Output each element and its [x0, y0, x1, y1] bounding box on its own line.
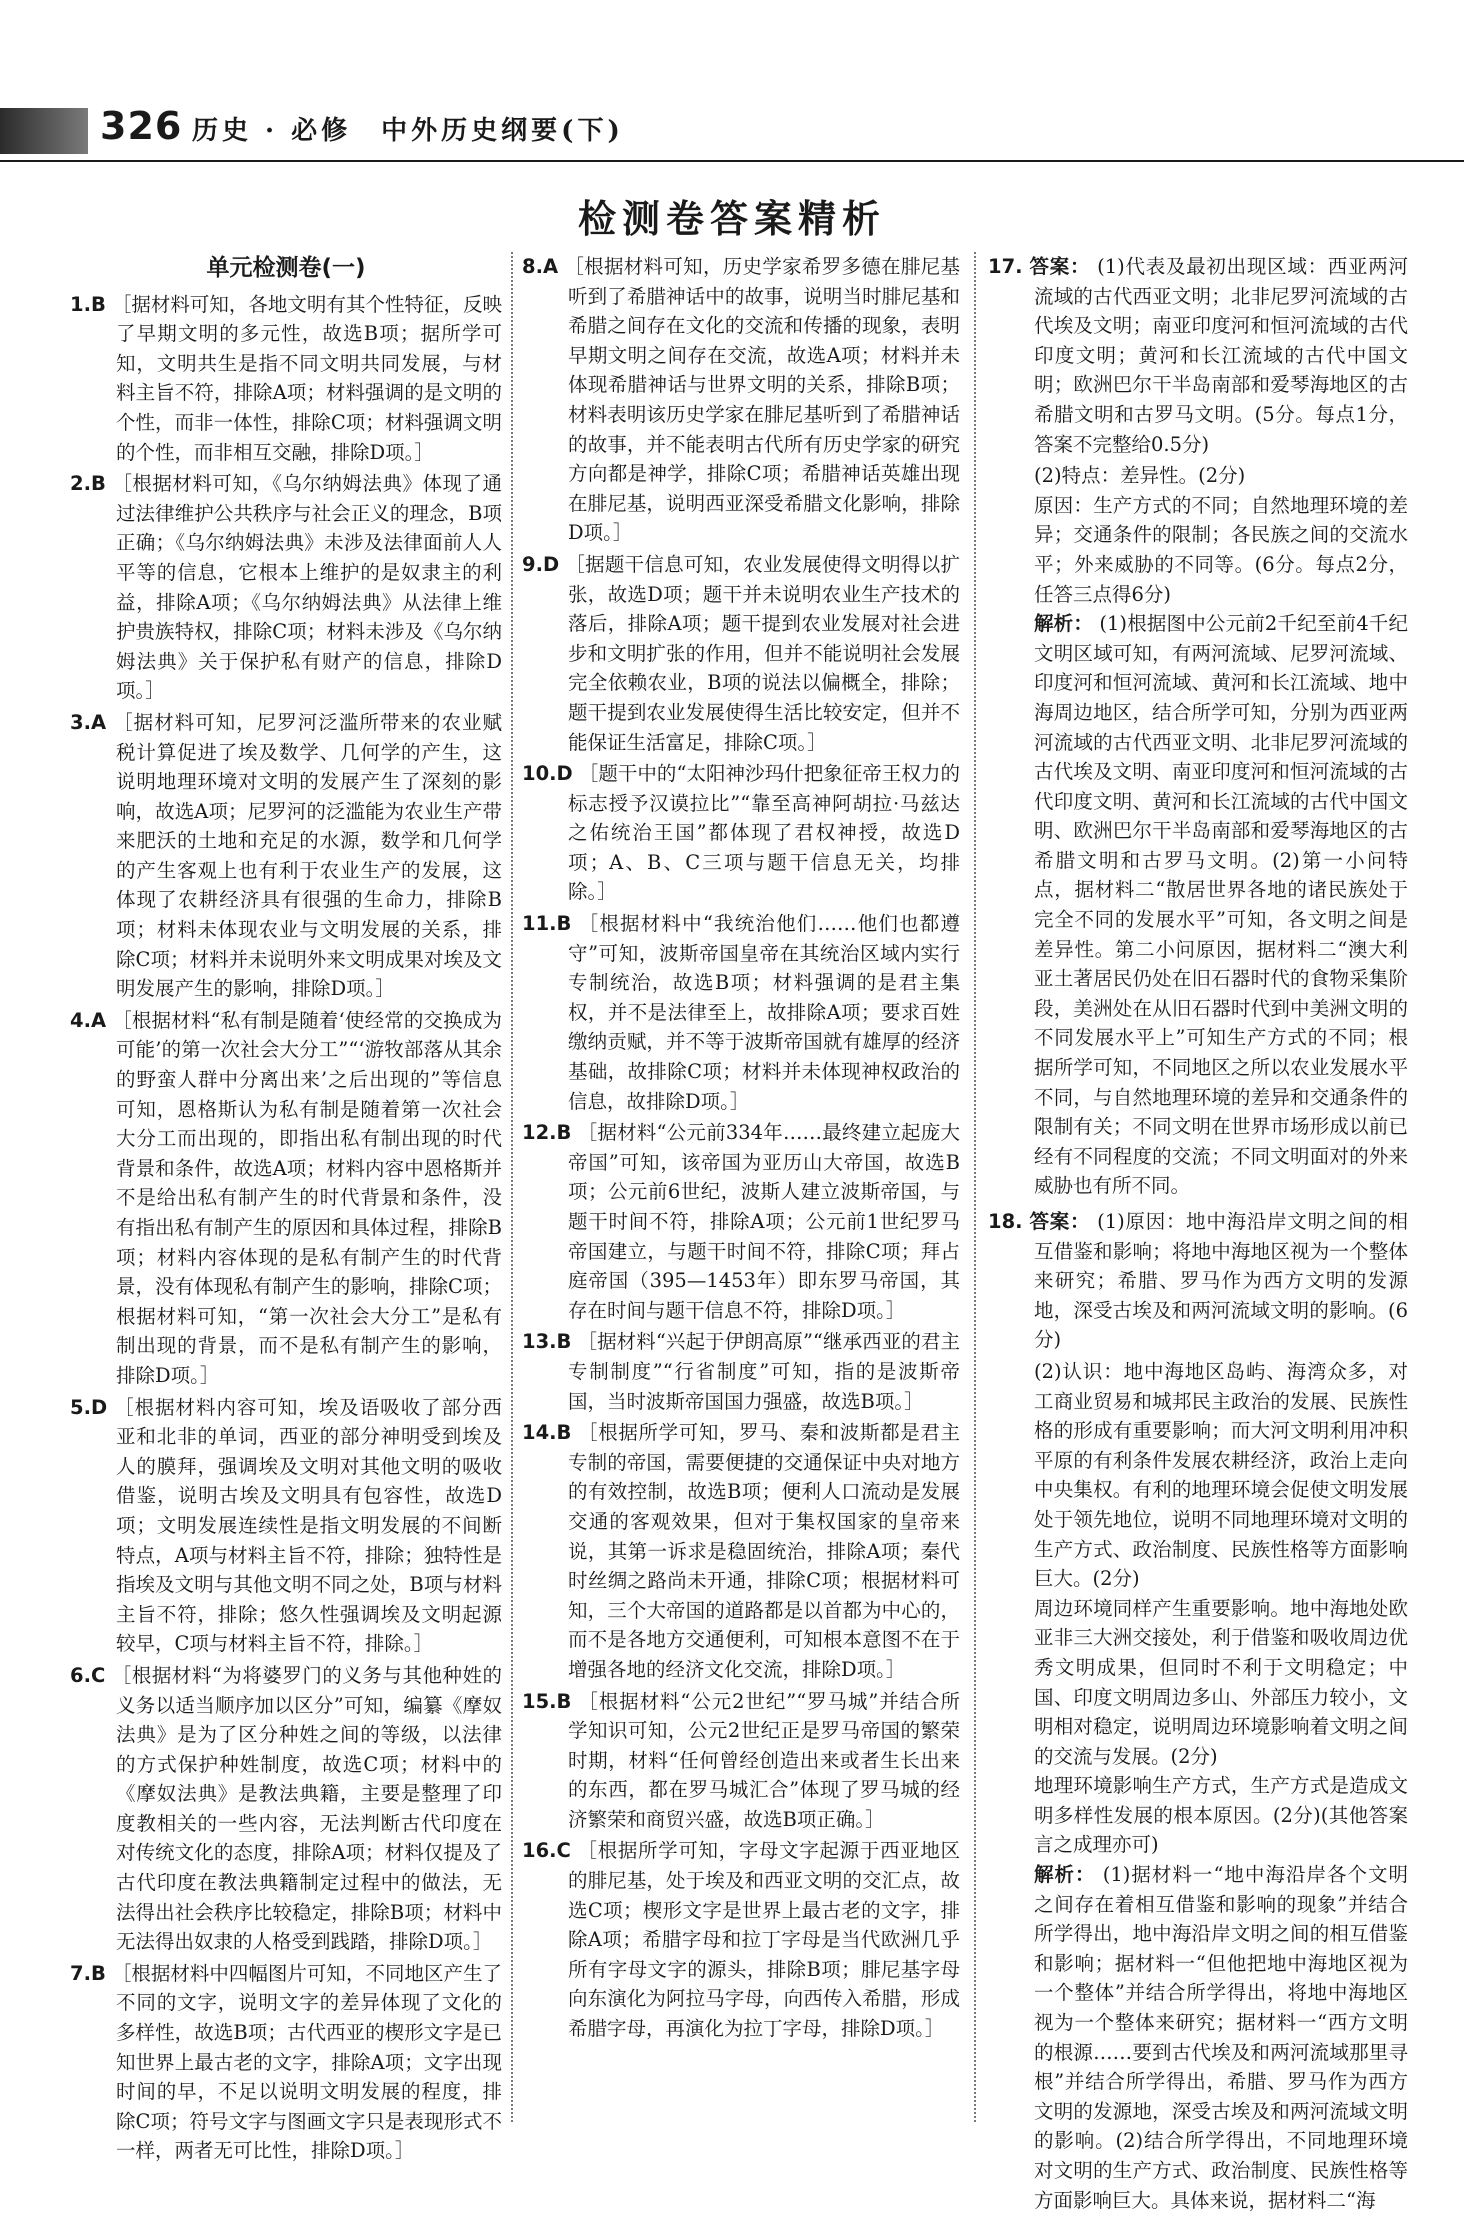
- question-item: [522, 1836, 960, 2043]
- explanation-text: ［据材料可知，各地文明有其个性特征，反映了早期文明的多元性，故选B项；据所学可知，文明共生是指不同文明共同发展，与材料主旨不符，排除A项；材料强调的是文明的个性，而非一体性，排除C项；材料强调文明的个性，而非相互交融，排除D项。］: [111, 292, 502, 464]
- question-item: [70, 290, 502, 468]
- explanation-text: ［据题干信息可知，农业发展使得文明得以扩张，故选D项；题干并未说明农业生产技术的落后，排除A项；题干提到农业发展对社会进步和文明扩张的作用，但并不能说明社会发展完全依赖农业，B项的说法以偏概全，排除；题干提到农业发展使得生活比较安定，但并不能保证生活富足，排除C项。］: [565, 552, 960, 754]
- answer-letter: B: [90, 472, 106, 496]
- explanation-text: ［根据材料“公元2世纪”“罗马城”并结合所学知识可知，公元2世纪正是罗马帝国的繁荣时期，材料“任何曾经创造出来或者生长出来的东西，都在罗马城汇合”体现了罗马城的经济繁荣和商贸兴盛，故选B项正确。］: [568, 1689, 960, 1831]
- answer-text: (1)原因：地中海沿岸文明之间的相互借鉴和影响；将地中海地区视为一个整体来研究；希腊、罗马作为西方文明的发源地，深受古埃及和两河流域文明的影响。(6分): [1034, 1210, 1408, 1352]
- explanation-text: ［根据材料“私有制是随着‘使经常的交换成为可能’的第一次社会大分工”“‘游牧部落从其余的野蛮人群中分离出来’之后出现的”等信息可知，恩格斯认为私有制是随着第一次社会大分工而出现的，即指出私有制出现的时代背景和条件，故选A项；材料内容中恩格斯并不是给出私有制产生的时代背景和条件，没有指出私有制产生的原因和具体过程，排除B项；材料内容体现的是私有制产生的时代背景，没有体现私有制产生的影响，排除C项；根据材料可知，“第一次社会大分工”是私有制出现的背景，而不是私有制产生的影响，排除D项。］: [112, 1008, 502, 1387]
- question-item: [522, 759, 960, 907]
- question-item: [522, 909, 960, 1116]
- book-subtitle: 历史 · 必修 中外历史纲要(下): [192, 116, 624, 146]
- question-number: 17.: [988, 255, 1023, 278]
- column-left: [70, 252, 502, 2163]
- question-number: 4.: [70, 1008, 91, 1032]
- question-item: [70, 708, 502, 1004]
- question-18: [988, 1207, 1408, 1355]
- explanation-text: ［据材料“兴起于伊朗高原”“继承西亚的君主专制制度”“行省制度”可知，指的是波斯帝国，当时波斯帝国国力强盛，故选B项。］: [568, 1330, 960, 1413]
- answer-letter: B: [556, 912, 572, 936]
- question-item: [70, 1006, 502, 1391]
- answer-text: (1)代表及最初出现区域：西亚两河流域的古代西亚文明；北非尼罗河流域的古代埃及文明；南亚印度河和恒河流域的古代印度文明；黄河和长江流域的古代中国文明；欧洲巴尔干半岛南部和爱琴海地区的古希腊文明和古罗马文明。(5分。每点1分，答案不完整给0.5分): [1034, 255, 1408, 456]
- question-number: 3.: [70, 710, 91, 734]
- question-number: 13.: [522, 1330, 557, 1354]
- header-rule: [0, 160, 1464, 162]
- answer-letter: B: [90, 292, 106, 316]
- column-divider: [974, 252, 976, 2122]
- question-number: 2.: [70, 472, 91, 496]
- question-number: 7.: [70, 1961, 91, 1985]
- explanation-text: ［根据材料可知，《乌尔纳姆法典》体现了通过法律维护公共秩序与社会正义的理念，B项正确；《乌尔纳姆法典》未涉及法律面前人人平等的信息，它根本上维护的是奴隶主的利益，排除A项；《乌尔纳姆法典》从法律上维护贵族特权，排除C项；材料未涉及《乌尔纳姆法典》关于保护私有财产的信息，排除D项。］: [111, 472, 502, 703]
- question-number: 18.: [988, 1210, 1023, 1233]
- answer-letter: A: [90, 710, 107, 734]
- column-right: [988, 252, 1409, 2212]
- answer-letter: B: [556, 1330, 572, 1354]
- page-number: 326: [100, 104, 183, 148]
- question-item: [522, 1418, 960, 1684]
- question-item: [522, 550, 960, 757]
- question-number: 9.: [522, 552, 543, 576]
- question-item: [522, 252, 960, 548]
- question-number: 1.: [70, 292, 91, 316]
- column-divider: [511, 252, 513, 2122]
- answer-text: 原因：生产方式的不同；自然地理环境的差异；交通条件的限制；各民族之间的交流水平；外来威胁的不同等。(6分。每点2分，任答三点得6分): [1034, 493, 1408, 606]
- explanation-text: ［根据材料中“我统治他们……他们也都遵守”可知，波斯帝国皇帝在其统治区域内实行专制统治，故选B项；材料强调的是君主集权，并不是法律至上，故排除A项；要求百姓缴纳贡赋，并不等于波斯帝国就有雄厚的经济基础，故排除C项；材料并未体现神权政治的信息，故排除D项。］: [568, 912, 960, 1113]
- question-item: [70, 469, 502, 706]
- question-item: [522, 1687, 960, 1835]
- explanation-text: ［根据材料可知，历史学家希罗多德在腓尼基听到了希腊神话中的故事，说明当时腓尼基和希腊之间存在文化的交流和传播的现象，表明早期文明之间存在交流，故选A项；材料并未体现希腊神话与世界文明的关系，排除B项；材料表明该历史学家在腓尼基听到了希腊神话的故事，并不能表明古代所有历史学家的研究方向都是神学，排除C项；希腊神话英雄出现在腓尼基，说明西亚深受希腊文化影响，排除D项。］: [564, 255, 960, 545]
- analysis-label: 解析：: [1034, 612, 1094, 636]
- explanation-text: ［根据材料“为将婆罗门的义务与其他种姓的义务以适当顺序加以区分”可知，编纂《摩奴法典》是为了区分种姓之间的等级，以法律的方式保护种姓制度，故选C项；材料中的《摩奴法典》是教法典籍，主要是整理了印度教相关的一些内容，无法判断古代印度在对传统文化的态度，排除A项；材料仅提及了古代印度在教法典籍制定过程中的做法，无法得出社会秩序比较稳定，排除B项；材料中无法得出奴隶的人格受到践踏，排除D项。］: [111, 1663, 502, 1954]
- answer-text: 周边环境同样产生重要影响。地中海地处欧亚非三大洲交接处，利于借鉴和吸收周边优秀文明成果，但同时不利于文明稳定；中国、印度文明周边多山、外部压力较小，文明相对稳定，说明周边环境影响着文明之间的交流与发展。(2分): [1034, 1596, 1408, 1768]
- question-number: 15.: [522, 1689, 557, 1713]
- question-number: 10.: [522, 762, 557, 786]
- column-middle: [522, 252, 960, 2132]
- answer-text: (2)特点：差异性。(2分): [1034, 464, 1246, 488]
- question-item: [70, 1959, 502, 2166]
- answer-letter: B: [556, 1421, 572, 1445]
- question-item: [70, 1661, 502, 1957]
- question-number: 8.: [522, 255, 543, 278]
- answer-letter: A: [542, 255, 559, 278]
- answer-label: 答案：: [1029, 1210, 1091, 1233]
- question-number: 12.: [522, 1121, 557, 1145]
- explanation-text: ［据材料“公元前334年……最终建立起庞大帝国”可知，该帝国为亚历山大帝国，故选B项；公元前6世纪，波斯人建立波斯帝国，与题干时间不符，排除A项；公元前1世纪罗马帝国建立，与题干时间不符，排除C项；拜占庭帝国（395—1453年）即东罗马帝国，其存在时间与题干信息不符，排除D项。］: [568, 1121, 960, 1322]
- question-number: 5.: [70, 1395, 91, 1419]
- header-bar: [0, 108, 88, 154]
- answer-letter: A: [90, 1008, 107, 1032]
- explanation-text: ［根据材料内容可知，埃及语吸收了部分西亚和北非的单词，西亚的部分神明受到埃及人的膜拜，强调埃及文明对其他文明的吸收借鉴，说明古埃及文明具有包容性，故选D项；文明发展连续性是指文明发展的不间断特点，A项与材料主旨不符，排除；独特性是指埃及文明与其他文明不同之处，B项与材料主旨不符，排除；悠久性强调埃及文明起源较早，C项与材料主旨不符，排除。］: [113, 1395, 502, 1656]
- analysis-block: [1034, 609, 1408, 1201]
- question-number: 16.: [522, 1839, 557, 1863]
- answer-letter: C: [556, 1839, 571, 1863]
- question-item: [70, 1393, 502, 1659]
- page-title: 检测卷答案精析: [577, 197, 886, 241]
- analysis-text: (1)据材料一“地中海沿岸各个文明之间存在着相互借鉴和影响的现象”并结合所学得出，地中海沿岸文明之间的相互借鉴和影响；据材料一“但他把地中海地区视为一个整体”并结合所学得出，将地中海地区视为一个整体来研究；据材料一“西方文明的根源……要到古代埃及和两河流域那里寻根”并结合所学得出，希腊、罗马作为西方文明的发源地，深受古埃及和两河流域文明的影响。(2)结合所学得出，不同地理环境对文明的生产方式、政治制度、民族性格等方面影响巨大。具体来说，据材料二“海: [1034, 1863, 1409, 2212]
- answer-letter: B: [556, 1121, 572, 1145]
- analysis-block: [1034, 1860, 1408, 2215]
- explanation-text: ［根据所学可知，罗马、秦和波斯都是君主专制的帝国，需要便捷的交通保证中央对地方的有效控制，故选B项；便利人口流动是发展交通的客观效果，但对于集权国家的皇帝来说，其第一诉求是稳固统治，排除A项；秦代时丝绸之路尚未开通，排除C项；根据材料可知，三个大帝国的道路都是以首都为中心的，而不是各地方交通便利，可知根本意图不在于增强各地的经济文化交流，排除D项。］: [568, 1421, 960, 1681]
- question-17: [988, 252, 1408, 459]
- answer-label: 答案：: [1029, 255, 1091, 278]
- explanation-text: ［根据材料中四幅图片可知，不同地区产生了不同的文字，说明文字的差异体现了文化的多样性，故选B项；古代西亚的楔形文字是已知世界上最古老的文字，排除A项；文字出现时间的早，不足以说明文明发展的程度，排除C项；符号文字与图画文字只是表现形式不一样，两者无可比性，排除D项。］: [111, 1961, 502, 2163]
- analysis-label: 解析：: [1034, 1863, 1096, 1887]
- explanation-text: ［根据所学可知，字母文字起源于西亚地区的腓尼基，处于埃及和西亚文明的交汇点，故选C项；楔形文字是世界上最古老的文字，排除A项；希腊字母和拉丁字母是当代欧洲几乎所有字母文字的源头，排除B项；腓尼基字母向东演化为阿拉马字母，向西传入希腊，形成希腊字母，再演化为拉丁字母，排除D项。］: [568, 1839, 960, 2041]
- answer-letter: B: [90, 1961, 106, 1985]
- section-title: 单元检测卷(一): [206, 255, 366, 281]
- answer-text: (2)认识：地中海地区岛屿、海湾众多，对工商业贸易和城邦民主政治的发展、民族性格的形成有重要影响；而大河文明利用冲积平原的有利条件发展农耕经济，政治上走向中央集权。有利的地理环境会促使文明发展处于领先地位，说明不同地理环境对文明的生产方式、政治制度、民族性格等方面影响巨大。(2分): [1034, 1359, 1408, 1591]
- question-number: 11.: [522, 912, 557, 936]
- answer-letter: D: [542, 552, 560, 576]
- answer-letter: B: [556, 1689, 572, 1713]
- explanation-text: ［据材料可知，尼罗河泛滥所带来的农业赋税计算促进了埃及数学、几何学的产生，这说明地理环境对文明的发展产生了深刻的影响，故选A项；尼罗河的泛滥能为农业生产带来肥沃的土地和充足的水源，数学和几何学的产生客观上也有利于农业生产的发展，这体现了农耕经济具有很强的生命力，排除B项；材料未体现农业与文明发展的关系，排除C项；材料并未说明外来文明成果对埃及文明发展产生的影响，排除D项。］: [112, 710, 502, 1001]
- answer-letter: D: [556, 762, 573, 786]
- analysis-text: (1)根据图中公元前2千纪至前4千纪文明区域可知，有两河流域、尼罗河流域、印度河和恒河流域、黄河和长江流域、地中海周边地区，结合所学可知，分别为西亚两河流域的古代西亚文明、北非尼罗河流域的古代埃及文明、南亚印度河和恒河流域的古代印度文明、黄河和长江流域的古代中国文明、欧洲巴尔干半岛南部和爱琴海地区的古希腊文明和古罗马文明。(2)第一小问特点，据材料二“散居世界各地的诸民族处于完全不同的发展水平”可知，各文明之间是差异性。第二小问原因，据材料二“澳大利亚土著居民仍处在旧石器时代的食物采集阶段，美洲处在从旧石器时代到中美洲文明的不同发展水平上”可知生产方式的不同；根据所学可知，不同地区之所以农业发展水平不同，与自然地理环境的差异和交通条件的限制有关；不同文明在世界市场形成以前已经有不同程度的交流；不同文明面对的外来威胁也有所不同。: [1034, 612, 1408, 1198]
- question-number: 6.: [70, 1663, 91, 1687]
- question-number: 14.: [522, 1421, 557, 1445]
- explanation-text: ［题干中的“太阳神沙玛什把象征帝王权力的标志授予汉谟拉比”“靠至高神阿胡拉·马兹达之佑统治王国”都体现了君权神授，故选D项；A、B、C三项与题干信息无关，均排除。］: [568, 762, 960, 904]
- question-item: [522, 1118, 960, 1325]
- question-item: [522, 1327, 960, 1416]
- answer-text: 地理环境影响生产方式，生产方式是造成文明多样性发展的根本原因。(2分)(其他答案言之成理亦可): [1034, 1774, 1408, 1857]
- answer-letter: C: [90, 1663, 106, 1687]
- answer-letter: D: [90, 1395, 108, 1419]
- page-header: [0, 100, 1464, 160]
